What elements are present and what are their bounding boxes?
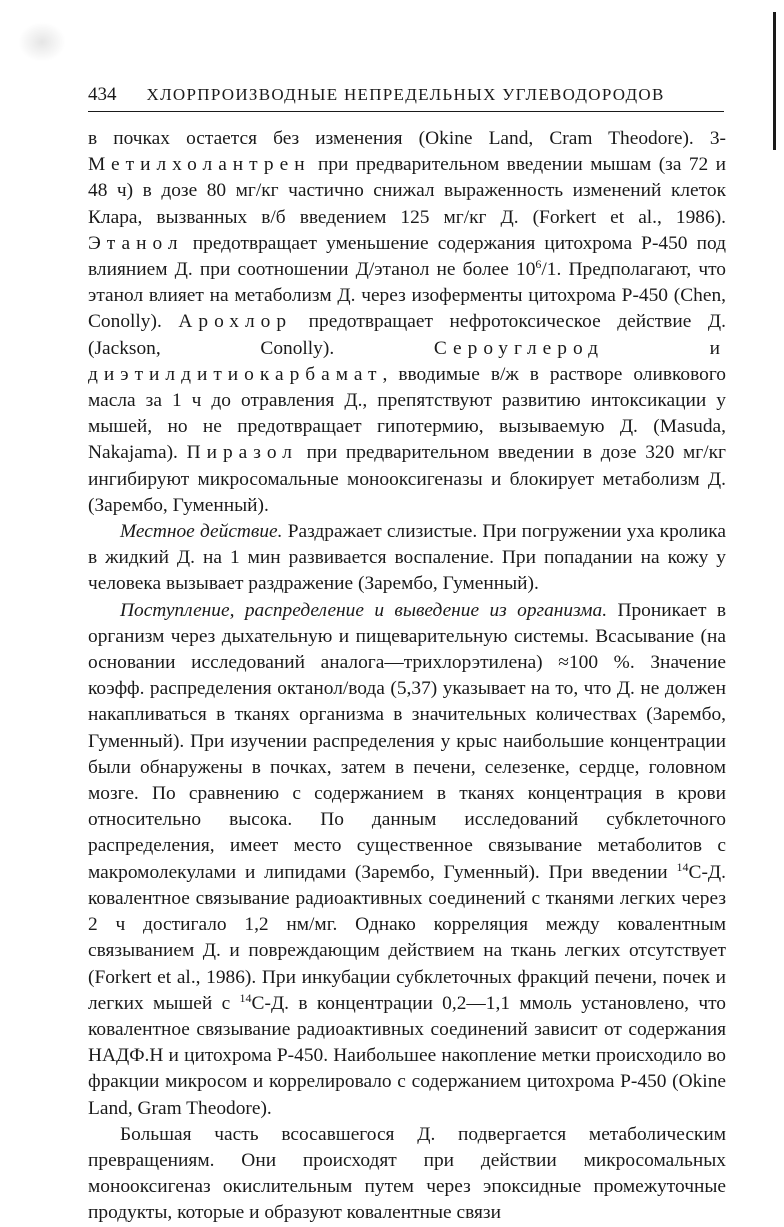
text-run: при предварительном введении в дозе 320 мг/кг ингибируют микросомальные монооксигеназы и блокирует метаболизм Д. (Зарембо, Гуменный). [88,442,727,516]
paragraph-2 [88,519,726,598]
text-run: Большая часть всосавшегося Д. подвергается метаболическим превращениям. Они происходят при действии микросомальных монооксигеназ окислительным путем через эпоксидные промежуточные продукты, которые и образуют ковалентные связи [88,1123,726,1224]
paragraph-4 [88,1122,726,1227]
text-run: в почках остается без изменения (Okine Land, Cram Theodore). 3- [88,128,726,149]
text-run: при предварительном введении мышам (за 72 и 48 ч) в дозе 80 мг/кг частично снижал выраженность изменений клеток Клара, вызванных в/б введением 125 мг/кг Д. (Forkert et al., 1986). [88,154,726,228]
running-title: ХЛОРПРОИЗВОДНЫЕ НЕПРЕДЕЛЬНЫХ УГЛЕВОДОРОДОВ [146,85,665,104]
superscript: 14 [239,990,252,1005]
text-run: предотвращает уменьшение содержания цитохрома Р-450 под влиянием Д. при соотношении Д/этанол не более 10 [88,232,726,281]
page-number: 434 [88,84,117,105]
page-header [88,84,724,112]
page-edge-bar [773,12,776,150]
text-run: , вводимые в/ж в растворе оливкового масла за 1 ч до отравления Д., препятствуют развитию интоксикации у мышей, но не предотвращает гипотермию, вызываемую Д. (Masuda, Nakajama). [88,363,726,464]
text-run: Раздражает слизистые. При погружении уха кролика в жидкий Д. на 1 мин развивается воспаление. При попадании на кожу у человека вызывает раздражение (Зарембо, Гуменный). [88,521,726,595]
text-run: предотвращает нефротоксическое действие Д. (Jackson, Conolly). [88,311,726,359]
text-run: /1. Предполагают, что этанол влияет на метаболизм Д. через изоферменты цитохрома Р-450 (Chen, Conolly). [88,259,727,333]
spaced-term: Арохлор [178,311,293,333]
spaced-term: Сероуглерод и диэтилдитиокарбамат [88,337,727,385]
body-text [88,126,726,1227]
text-run: С-Д. ковалентное связывание радиоактивных соединений с тканями легких через 2 ч достигало 1,2 нм/мг. Однако корреляция между ковалентным связыванием Д. и повреждающим действием на ткань легких отсутствует (Forkert et al., 1986). При инкубации субклеточных фракций печени, почек и легких мышей с [88,861,726,1014]
scan-smudge [18,22,66,62]
section-heading: Поступление, распределение и выведение из организма. [120,599,608,621]
paragraph-1 [88,126,726,519]
spaced-term: Пиразол [186,442,298,464]
spaced-term: Метилхолантрен [88,154,311,176]
paragraph-3 [88,598,726,1122]
superscript: 6 [535,257,542,272]
text-run: С-Д. в концентрации 0,2—1,1 ммоль установлено, что ковалентное связывание радиоактивных соединений зависит от содержания НАДФ.Н и цитохрома Р-450. Наибольшее накопление метки происходило во фракции микросом и коррелировало с содержанием цитохрома Р-450 (Okine Land, Gram Theodore). [88,992,726,1119]
text-run: Проникает в организм через дыхательную и пищеварительную системы. Всасывание (на основании исследований аналога—трихлорэтилена) ≈100 %. Значение коэфф. распределения октанол/вода (5,37) указывает на то, что Д. не должен накапливаться в тканях организма в значительных количествах (Зарембо, Гуменный). При изучении распределения у крыс наибольшие концентрации были обнаружены в почках, затем в печени, селезенке, сердце, головном мозге. По сравнению с содержанием в тканях концентрация в крови относительно высока. По данным исследований субклеточного распределения, имеет место существенное связывание метаболитов с макромолекулами и липидами (Зарембо, Гуменный). При введении [88,599,726,883]
section-heading: Местное действие. [120,521,283,543]
superscript: 14 [676,859,689,874]
spaced-term: Этанол [88,232,184,254]
